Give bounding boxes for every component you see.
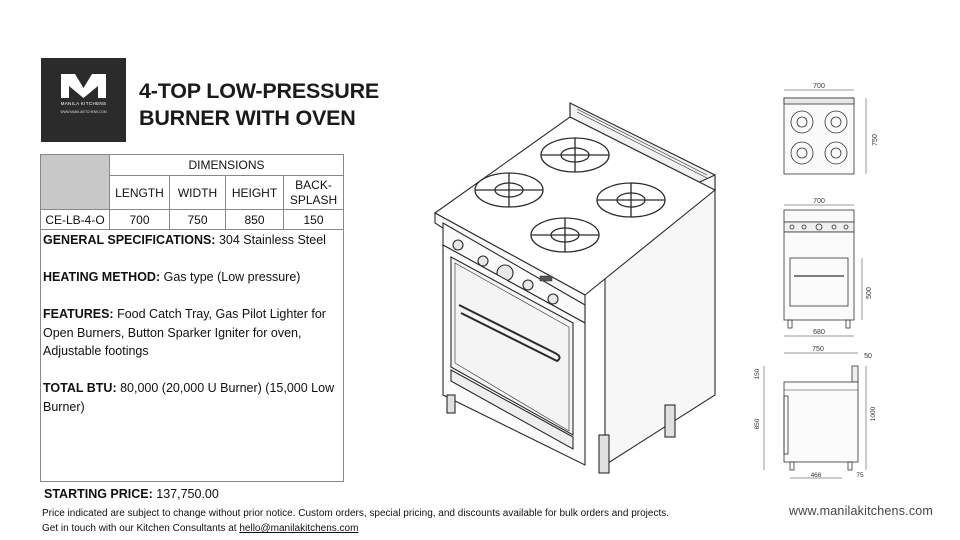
model-code: CE-LB-4-O [41, 210, 110, 230]
product-illustration [425, 95, 725, 485]
front-view-oven-height: 500 [866, 287, 873, 299]
top-view-depth: 750 [872, 134, 879, 146]
side-view-leg-span: 466 [810, 472, 822, 479]
email-link[interactable]: hello@manilakitchens.com [239, 523, 359, 534]
price-label: STARTING PRICE: [44, 487, 153, 501]
note-line-1: Price indicated are subject to change without prior notice. Custom orders, special pricing, and discounts available for bulk orders and projects. [42, 508, 669, 519]
side-view-leg-offset: 75 [856, 472, 864, 479]
spec-btu: TOTAL BTU: 80,000 (20,000 U Burner) (15,000 Low Burner) [43, 381, 335, 414]
dimensions-header: DIMENSIONS [110, 155, 344, 176]
specifications-box [40, 230, 344, 482]
front-view-width: 700 [813, 198, 825, 205]
value-width: 750 [170, 210, 226, 230]
side-view-total-height: 1000 [870, 406, 877, 422]
logo-m-mark [41, 58, 126, 142]
top-view-width: 700 [813, 83, 825, 90]
note-line-2: Get in touch with our Kitchen Consultants at hello@manilakitchens.com [42, 523, 359, 534]
side-view-drawing [754, 346, 877, 479]
price-note [42, 506, 669, 536]
value-backsplash: 150 [284, 210, 344, 230]
side-view-body-height: 850 [754, 418, 761, 430]
starting-price [44, 487, 219, 501]
col-width: WIDTH [170, 176, 226, 210]
top-view-drawing [784, 83, 879, 174]
table-corner [41, 155, 110, 210]
dimensions-table [40, 154, 344, 230]
spec-features: FEATURES: Food Catch Tray, Gas Pilot Lighter for Open Burners, Button Sparker Igniter for oven, Adjustable footings [43, 307, 326, 358]
title-line-1: 4-TOP LOW-PRESSURE [139, 79, 380, 103]
value-length: 700 [110, 210, 170, 230]
logo-url: WWW.MANILAKITCHENS.COM [60, 110, 107, 114]
side-view-backsplash-depth: 50 [864, 353, 872, 360]
value-height: 850 [226, 210, 284, 230]
title-line-2: BURNER WITH OVEN [139, 106, 356, 130]
front-view-drawing [784, 198, 873, 336]
spec-heating: HEATING METHOD: Gas type (Low pressure) [43, 270, 301, 284]
side-view-backsplash-height: 150 [754, 368, 761, 380]
product-title [139, 78, 379, 132]
logo-name: MANILA KITCHENS [60, 101, 107, 106]
col-height: HEIGHT [226, 176, 284, 210]
col-length: LENGTH [110, 176, 170, 210]
front-view-leg-span: 680 [813, 329, 825, 336]
technical-drawings [748, 78, 890, 486]
website-url[interactable]: www.manilakitchens.com [789, 504, 934, 518]
price-value: 137,750.00 [152, 487, 219, 501]
side-view-depth: 750 [812, 346, 824, 353]
col-backsplash: BACK- SPLASH [284, 176, 344, 210]
spec-general: GENERAL SPECIFICATIONS: 304 Stainless Steel [43, 233, 326, 247]
brand-logo [41, 58, 126, 142]
